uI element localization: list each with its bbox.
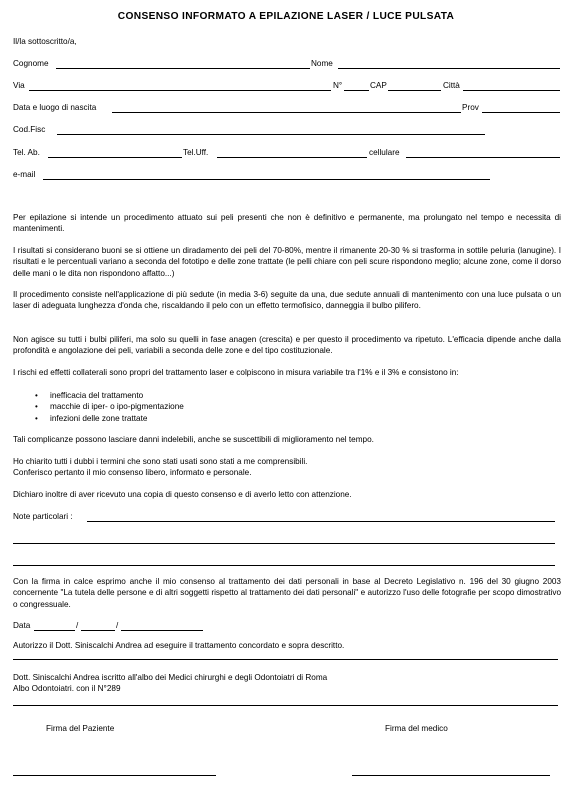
email-field[interactable]	[43, 179, 490, 180]
prov-label: Prov	[462, 103, 479, 112]
paragraph-copy-received: Dichiaro inoltre di aver ricevuto una copia di questo consenso e di averlo letto con attenzione.	[13, 490, 352, 499]
codfisc-field[interactable]	[57, 134, 485, 135]
cellulare-field[interactable]	[406, 157, 560, 158]
doctor-signature-field[interactable]	[352, 775, 550, 776]
note-field-line-3[interactable]	[13, 565, 555, 566]
intro-label: Il/la sottoscritto/a,	[13, 37, 77, 46]
codfisc-label: Cod.Fisc	[13, 125, 46, 134]
doctor-signature-label: Firma del medico	[385, 724, 448, 733]
nascita-field[interactable]	[112, 112, 461, 113]
doctor-albo: Albo Odontoiatri. con il N°289	[13, 684, 121, 693]
teluff-label: Tel.Uff.	[183, 148, 209, 157]
doctor-line[interactable]	[13, 705, 558, 706]
date-label: Data	[13, 621, 31, 630]
note-field-line-1[interactable]	[87, 521, 555, 522]
patient-signature-field[interactable]	[13, 775, 216, 776]
cap-label: CAP	[370, 81, 387, 90]
doctor-registration: Dott. Siniscalchi Andrea iscritto all'albo dei Medici chirurghi e degli Odontoiatri di Roma	[13, 673, 328, 682]
via-label: Via	[13, 81, 25, 90]
date-separator: /	[116, 621, 119, 630]
cognome-field[interactable]	[56, 68, 310, 69]
date-separator: /	[76, 621, 79, 630]
risks-list	[50, 390, 184, 424]
telab-field[interactable]	[48, 157, 182, 158]
date-month-field[interactable]	[81, 630, 115, 631]
numero-field[interactable]	[344, 90, 369, 91]
via-field[interactable]	[29, 90, 331, 91]
date-day-field[interactable]	[34, 630, 75, 631]
authorization-line[interactable]	[13, 659, 558, 660]
date-year-field[interactable]	[121, 630, 203, 631]
cellulare-label: cellulare	[369, 148, 400, 157]
note-label: Note particolari :	[13, 512, 73, 521]
prov-field[interactable]	[482, 112, 560, 113]
teluff-field[interactable]	[217, 157, 367, 158]
nascita-label: Data e luogo di nascita	[13, 103, 97, 112]
telab-label: Tel. Ab.	[13, 148, 40, 157]
paragraph-definition: Per epilazione si intende un procedimento attuato sui peli presenti che non è definitivo e permanente, ma prolungato nel tempo e necessita di mantenimenti.	[13, 213, 561, 234]
patient-signature-label: Firma del Paziente	[46, 724, 115, 733]
list-item: • infezioni delle zone trattate	[50, 413, 184, 424]
paragraph-complications: Tali complicanze possono lasciare danni indelebili, anche se suscettibili di miglioramento nel tempo.	[13, 435, 374, 444]
citta-label: Città	[443, 81, 460, 90]
citta-field[interactable]	[463, 90, 560, 91]
paragraph-results: I risultati si considerano buoni se si ottiene un diradamento dei peli del 70-80%, mentre il rimanente 20-30 % si trasforma in sottile peluria (lanugine). I risultati e le percentuali variano a seconda del fototipo e delle zone trattate (le pelli chiare con peli scure rispondono meglio; alcune zone, come il dorso delle mani o le dita non rispondono affatto...)	[13, 246, 561, 278]
paragraph-procedure: Il procedimento consiste nell'applicazione di più sedute (in media 3-6) seguite da una, due sedute annuali di mantenimento con una luce pulsata o un laser di adeguata lunghezza d'onda che, riscaldando il pelo con un effetto termofisico, danneggia il bulbo pilifero.	[13, 290, 561, 311]
list-item: • inefficacia del trattamento	[50, 390, 184, 401]
nome-field[interactable]	[338, 68, 560, 69]
paragraph-clarified: Ho chiarito tutti i dubbi i termini che sono stati usati sono stati a me comprensibili.	[13, 457, 308, 466]
note-field-line-2[interactable]	[13, 543, 555, 544]
email-label: e-mail	[13, 170, 36, 179]
nome-label: Nome	[311, 59, 333, 68]
paragraph-privacy: Con la firma in calce esprimo anche il mio consenso al trattamento dei dati personali in base al Decreto Legislativo n. 196 del 30 giugno 2003 concernente "La tutela delle persone e di altri soggetti rispetto al trattamento dei dati personali" e autorizzo l'uso delle fotografie per scopo dimostrativo o congressuale.	[13, 577, 561, 609]
paragraph-risks: I rischi ed effetti collaterali sono propri del trattamento laser e colpiscono in misura variabile tra l'1% e il 3% e consistono in:	[13, 368, 459, 377]
paragraph-consent: Conferisco pertanto il mio consenso libero, informato e personale.	[13, 468, 252, 477]
paragraph-efficacy: Non agisce su tutti i bulbi piliferi, ma solo su quelli in fase anagen (crescita) e per questo il procedimento va ripetuto. L'efficacia dipende anche dalla profondità e angolazione dei peli, variabili a seconda delle zone e del tipo costituzionale.	[13, 335, 561, 356]
paragraph-authorization: Autorizzo il Dott. Siniscalchi Andrea ad eseguire il trattamento concordato e sopra descritto.	[13, 641, 345, 650]
cognome-label: Cognome	[13, 59, 49, 68]
numero-label: N°	[333, 81, 343, 90]
cap-field[interactable]	[388, 90, 441, 91]
document-title: CONSENSO INFORMATO A EPILAZIONE LASER / LUCE PULSATA	[117, 11, 455, 22]
list-item: • macchie di iper- o ipo-pigmentazione	[50, 401, 184, 412]
